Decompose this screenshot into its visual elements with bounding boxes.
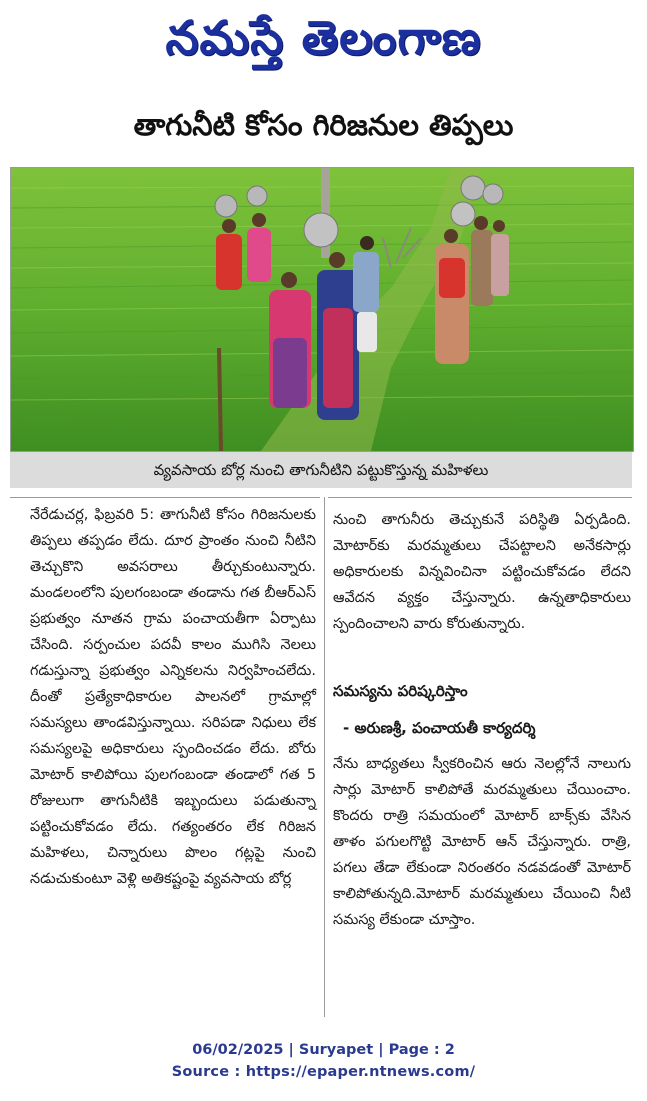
paddy-field-photo xyxy=(11,168,633,451)
column-separator xyxy=(324,497,325,1017)
quote-body: నేను బాధ్యతలు స్వీకరించిన ఆరు నెలల్లోనే నాలుగు సార్లు మోటార్ కాలిపోతే మరమ్మతులు చేయించాం. కొందరు రాత్రి సమయంలో మోటార్ బాక్స్‌కు వేసిన తాళం పగులగొట్టి మోటార్ ఆన్ చేస్తున్నారు. రాత్రి, పగలు తేడా లేకుండా నిరంతరం నడవడంతో మోటార్ కాలిపోతున్నది.మోటార్ మరమ్మతులు చేయించి నీటి సమస్య లేకుండా చూస్తాం. xyxy=(333,756,631,928)
article-photo xyxy=(10,167,634,452)
column-rule-right xyxy=(328,497,632,498)
article-subheading: సమస్యను పరిష్కరిస్తాం xyxy=(333,682,468,700)
epaper-footer xyxy=(0,1039,647,1083)
photo-caption: వ్యవసాయ బోర్ల నుంచి తాగునీటిని పట్టుకొస్తున్న మహిళలు xyxy=(10,452,632,488)
article-headline: తాగునీటి కోసం గిరిజనుల తిప్పలు xyxy=(133,108,514,142)
source-link[interactable]: Source : https://epaper.ntnews.com/ xyxy=(171,1064,476,1080)
article-body-right-column: నుంచి తాగునీరు తెచ్చుకునే పరిస్థితి ఏర్పడింది. మోటార్‌కు మరమ్మతులు చేపట్టాలని అనేకసార్లు అధికారులకు విన్నవించినా పట్టించుకోవడం లేదని ఆవేదన వ్యక్తం చేస్తున్నారు. ఉన్నతాధికారులు స్పందించాలని వారు కోరుతున్నారు. xyxy=(333,512,631,632)
newspaper-masthead: నమస్తే తెలంగాణ xyxy=(165,11,482,66)
quote-byline: - అరుణశ్రీ, పంచాయతీ కార్యదర్శి xyxy=(343,719,536,737)
article-body-left-column: నేరేడుచర్ల, ఫిబ్రవరి 5: తాగునీటి కోసం గిరిజనులకు తిప్పలు తప్పడం లేదు. దూర ప్రాంతం నుంచి నీటిని తెచ్చుకొని అవసరాలు తీర్చుకుంటున్నారు. మండలంలోని పులగంబండా తండాను గత బీఆర్‌ఎస్ ప్రభుత్వం నూతన గ్రామ పంచాయతీగా ఏర్పాటు చేసింది. సర్పంచుల పదవీ కాలం ముగిసి నెలలు గడుస్తున్నా ప్రభుత్వం ఎన్నికలను నిర్వహించలేదు. దీంతో ప్రత్యేకాధికారుల పాలనలో గ్రామాల్లో సమస్యలు తాండవిస్తున్నాయి. సరిపడా నిధులు లేక సమస్యలపై అధికారులు స్పందించడం లేదు. బోరు మోటార్ కాలిపోయి పులగంబండా తండాలో గత 5 రోజులుగా తాగునీటికి ఇబ్బందులు పడుతున్నా పట్టించుకోవడం లేదు. గత్యంతరం లేక గిరిజన మహిళలు, చిన్నారులు పొలం గట్లపై నుంచి నడుచుకుంటూ వెళ్లి అతికష్టంపై వ్యవసాయ బోర్ల xyxy=(30,507,316,887)
column-rule-left xyxy=(10,497,320,498)
edition-info: 06/02/2025 | Suryapet | Page : 2 xyxy=(192,1042,455,1058)
